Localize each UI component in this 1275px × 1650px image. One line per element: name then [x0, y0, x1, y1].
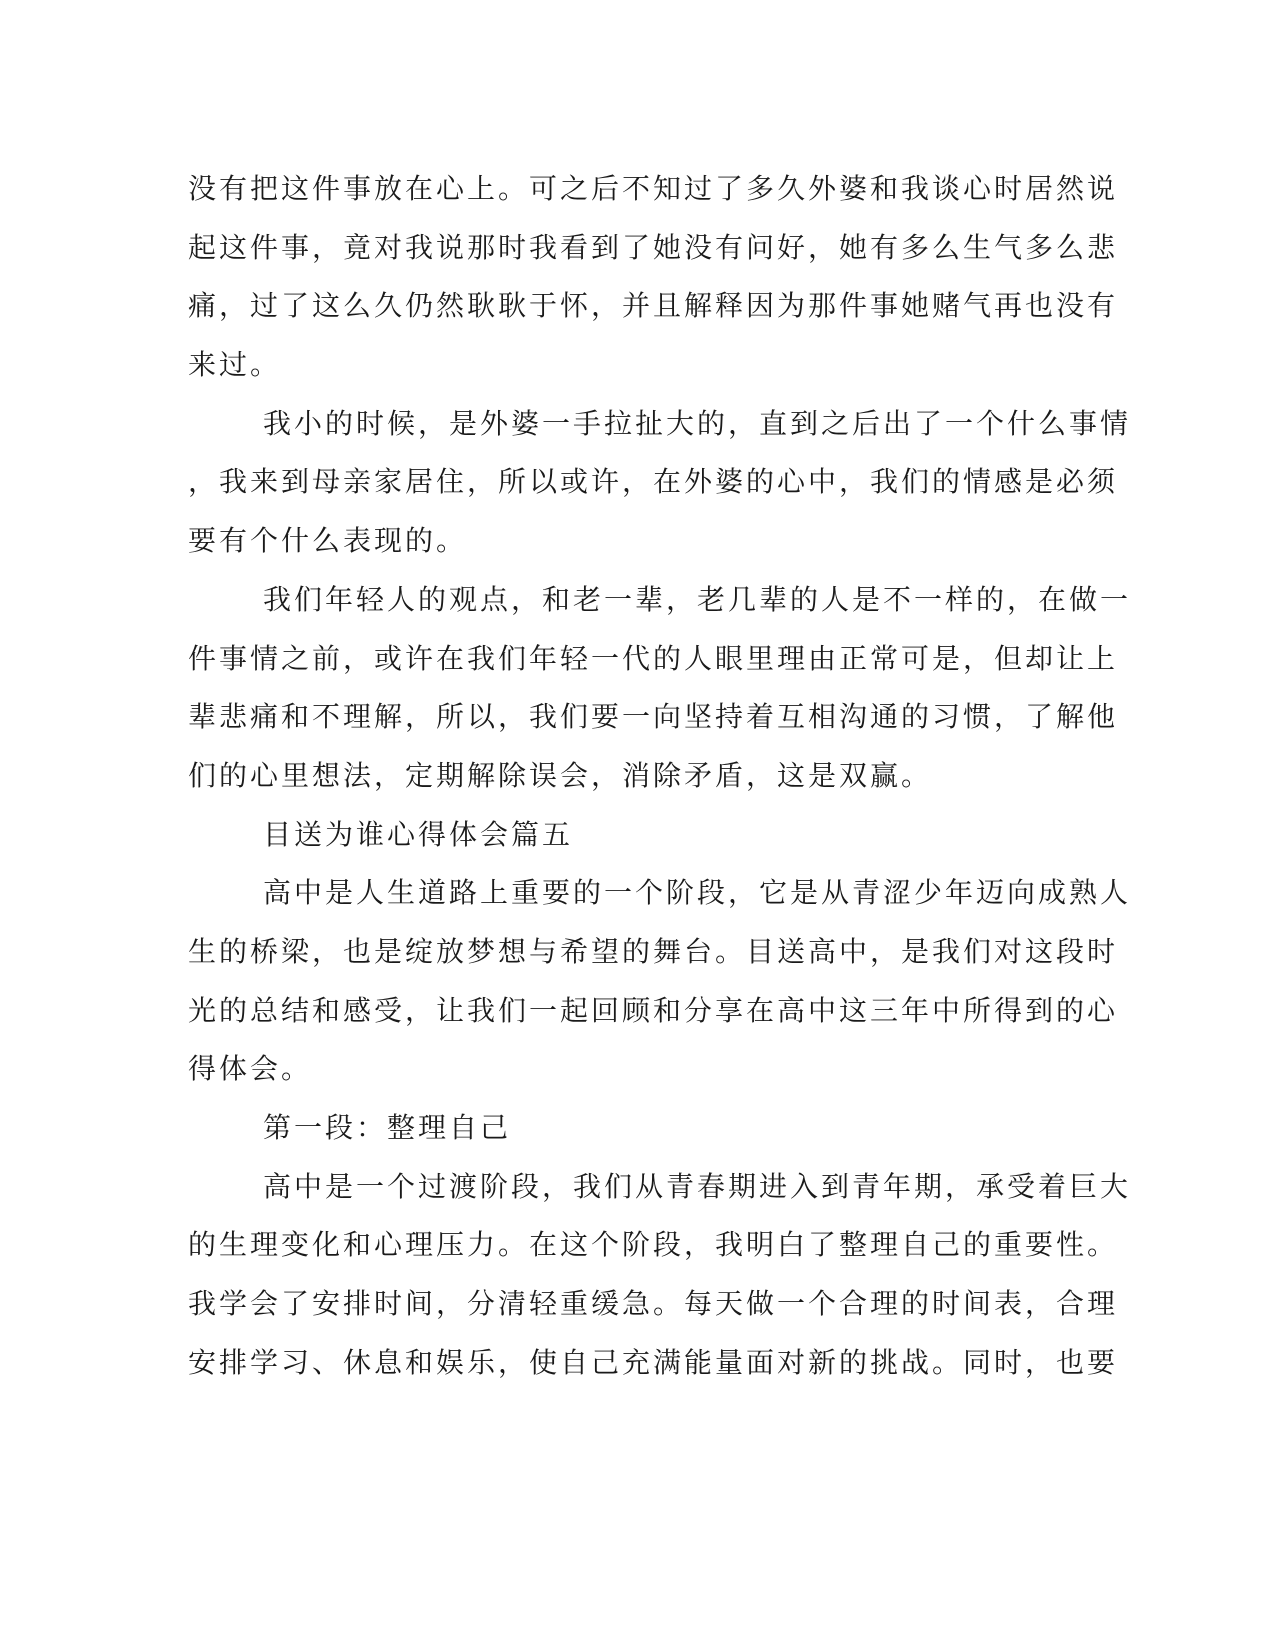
- subsection-heading: [188, 1099, 1068, 1158]
- text-line: 光的总结和感受，让我们一起回顾和分享在高中这三年中所得到的心: [188, 993, 1119, 1027]
- text-line: 痛，过了这么久仍然耿耿于怀，并且解释因为那件事她赌气再也没有: [188, 289, 1119, 323]
- text-line: 我学会了安排时间，分清轻重缓急。每天做一个合理的时间表，合理: [188, 1287, 1119, 1321]
- text-line: 生的桥梁，也是绽放梦想与希望的舞台。目送高中，是我们对这段时: [188, 934, 1119, 968]
- body-text: [188, 160, 1132, 1392]
- text-line: 高中是一个过渡阶段，我们从青春期进入到青年期，承受着巨大: [263, 1169, 1132, 1203]
- text-line: 的生理变化和心理压力。在这个阶段，我明白了整理自己的重要性。: [188, 1228, 1119, 1262]
- text-line: 高中是人生道路上重要的一个阶段，它是从青涩少年迈向成熟人: [263, 876, 1132, 910]
- paragraph: [188, 571, 1132, 806]
- text-line: 来过。: [188, 348, 282, 382]
- paragraph: [188, 395, 1132, 571]
- text-line: 要有个什么表现的。: [188, 524, 468, 558]
- text-line: 起这件事，竟对我说那时我看到了她没有问好，她有多么生气多么悲: [188, 230, 1119, 264]
- text-line: 安排学习、休息和娱乐，使自己充满能量面对新的挑战。同时，也要: [188, 1345, 1119, 1379]
- heading-line: 目送为谁心得体会篇五: [263, 817, 574, 851]
- text-line: 辈悲痛和不理解，所以，我们要一向坚持着互相沟通的习惯，了解他: [188, 700, 1119, 734]
- text-line: 们的心里想法，定期解除误会，消除矛盾，这是双赢。: [188, 758, 933, 792]
- text-line: 我小的时候，是外婆一手拉扯大的，直到之后出了一个什么事情: [263, 406, 1132, 440]
- section-heading: [188, 806, 1068, 865]
- text-line: 得体会。: [188, 1052, 313, 1086]
- text-line: ，我来到母亲家居住，所以或许，在外婆的心中，我们的情感是必须: [188, 465, 1119, 499]
- heading-line: 第一段：整理自己: [263, 1111, 512, 1144]
- paragraph: [188, 1158, 1132, 1393]
- text-line: 我们年轻人的观点，和老一辈，老几辈的人是不一样的，在做一: [263, 582, 1132, 616]
- text-line: 件事情之前，或许在我们年轻一代的人眼里理由正常可是，但却让上: [188, 641, 1119, 675]
- paragraph: [188, 864, 1132, 1099]
- text-line: 没有把这件事放在心上。可之后不知过了多久外婆和我谈心时居然说: [188, 172, 1119, 205]
- paragraph: [188, 160, 1119, 395]
